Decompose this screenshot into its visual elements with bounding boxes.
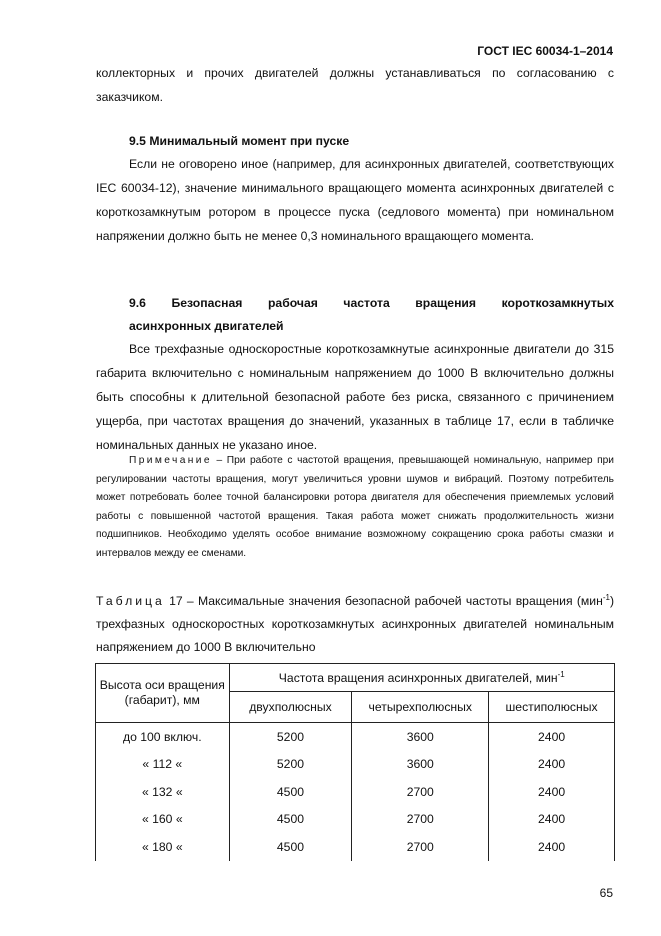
section-9-6-text: Все трехфазные односкоростные короткозамкнутые асинхронные двигатели до 315 габарита включительно с номинальным напряжением до 1000 В включительно должны быть способны к длительной безопасной работе без риска, связанного с причинением ущерба, при частотах вращения до значений, указанных в таблице 17, если в табличке номинальных данных не указано иное.: [96, 342, 614, 452]
page-number: 65: [599, 886, 613, 900]
standard-header: ГОСТ IEC 60034-1–2014: [477, 44, 613, 58]
col-header-axis-height: Высота оси вращения (габарит), мм: [96, 664, 230, 723]
group-header-sup: -1: [557, 669, 565, 679]
cell-two-pole: 5200: [229, 751, 352, 779]
cell-two-pole: 4500: [229, 833, 352, 861]
section-9-6-heading-line2: асинхронных двигателей: [129, 319, 284, 333]
cell-axis-height: « 180 «: [96, 833, 230, 861]
cell-four-pole: 2700: [352, 778, 489, 806]
cell-axis-height: « 112 «: [96, 751, 230, 779]
table-row: [96, 806, 615, 834]
table-row: [96, 751, 615, 779]
section-9-5-text: Если не оговорено иное (например, для асинхронных двигателей, соответствующих IEC 60034-12), значение минимального вращающего момента асинхронных двигателей с короткозамкнутым ротором в процессе пуска (седлового момента) при номинальном напряжении должно быть не менее 0,3 номинального вращающего момента.: [96, 157, 614, 243]
table-row: [96, 723, 615, 751]
subheader-four-pole: четырехполюсных: [352, 692, 489, 723]
cell-six-pole: 2400: [489, 778, 615, 806]
table-caption-sup: -1: [602, 592, 610, 602]
cell-four-pole: 3600: [352, 723, 489, 751]
section-9-6-heading-line1: 9.6 Безопасная рабочая частота вращения короткозамкнутых: [129, 296, 614, 310]
cell-four-pole: 2700: [352, 833, 489, 861]
table-row: [96, 833, 615, 861]
cell-six-pole: 2400: [489, 806, 615, 834]
cell-six-pole: 2400: [489, 833, 615, 861]
note-label: Примечание: [129, 455, 212, 466]
cell-two-pole: 5200: [229, 723, 352, 751]
continued-paragraph: [96, 61, 614, 109]
table-row: [96, 778, 615, 806]
table-caption-label: Таблица: [96, 594, 165, 608]
cell-axis-height: до 100 включ.: [96, 723, 230, 751]
section-9-5-heading: 9.5 Минимальный момент при пуске: [129, 134, 350, 148]
cell-six-pole: 2400: [489, 751, 615, 779]
col-header-speed-group: [229, 664, 614, 692]
subheader-six-pole: шестиполюсных: [489, 692, 615, 723]
cell-four-pole: 2700: [352, 806, 489, 834]
subheader-two-pole: двухполюсных: [229, 692, 352, 723]
cell-axis-height: « 132 «: [96, 778, 230, 806]
cell-four-pole: 3600: [352, 751, 489, 779]
table-caption-text-1: 17 – Максимальные значения безопасной рабочей частоты вращения (мин: [164, 594, 603, 608]
cell-two-pole: 4500: [229, 778, 352, 806]
paragraph-text: коллекторных и прочих двигателей должны устанавливаться по согласованию с заказчиком.: [96, 66, 614, 104]
speed-table: [95, 663, 615, 861]
table-caption: [96, 590, 614, 659]
note-text: – При работе с частотой вращения, превышающей номинальную, например при регулировании частоты вращения, могут увеличиться уровни шумов и вибраций. Поэтому потребитель может потребовать более точной балансировки ротора двигателя для обеспечения приемлемых условий работы с повышенной частотой вращения. Такая работа может снижать продолжительность жизни подшипников. Необходимо уделять особое внимание возможному сокращению срока работы смазки и интервалов между ее сменами.: [96, 455, 614, 559]
table-caption-text-2: ) трехфазных односкоростных короткозамкнутых асинхронных двигателей номинальным напряжением до 1000 В включительно: [96, 594, 614, 654]
cell-two-pole: 4500: [229, 806, 352, 834]
group-header-text: Частота вращения асинхронных двигателей, мин: [278, 670, 558, 685]
cell-axis-height: « 160 «: [96, 806, 230, 834]
cell-six-pole: 2400: [489, 723, 615, 751]
note: [96, 452, 614, 564]
